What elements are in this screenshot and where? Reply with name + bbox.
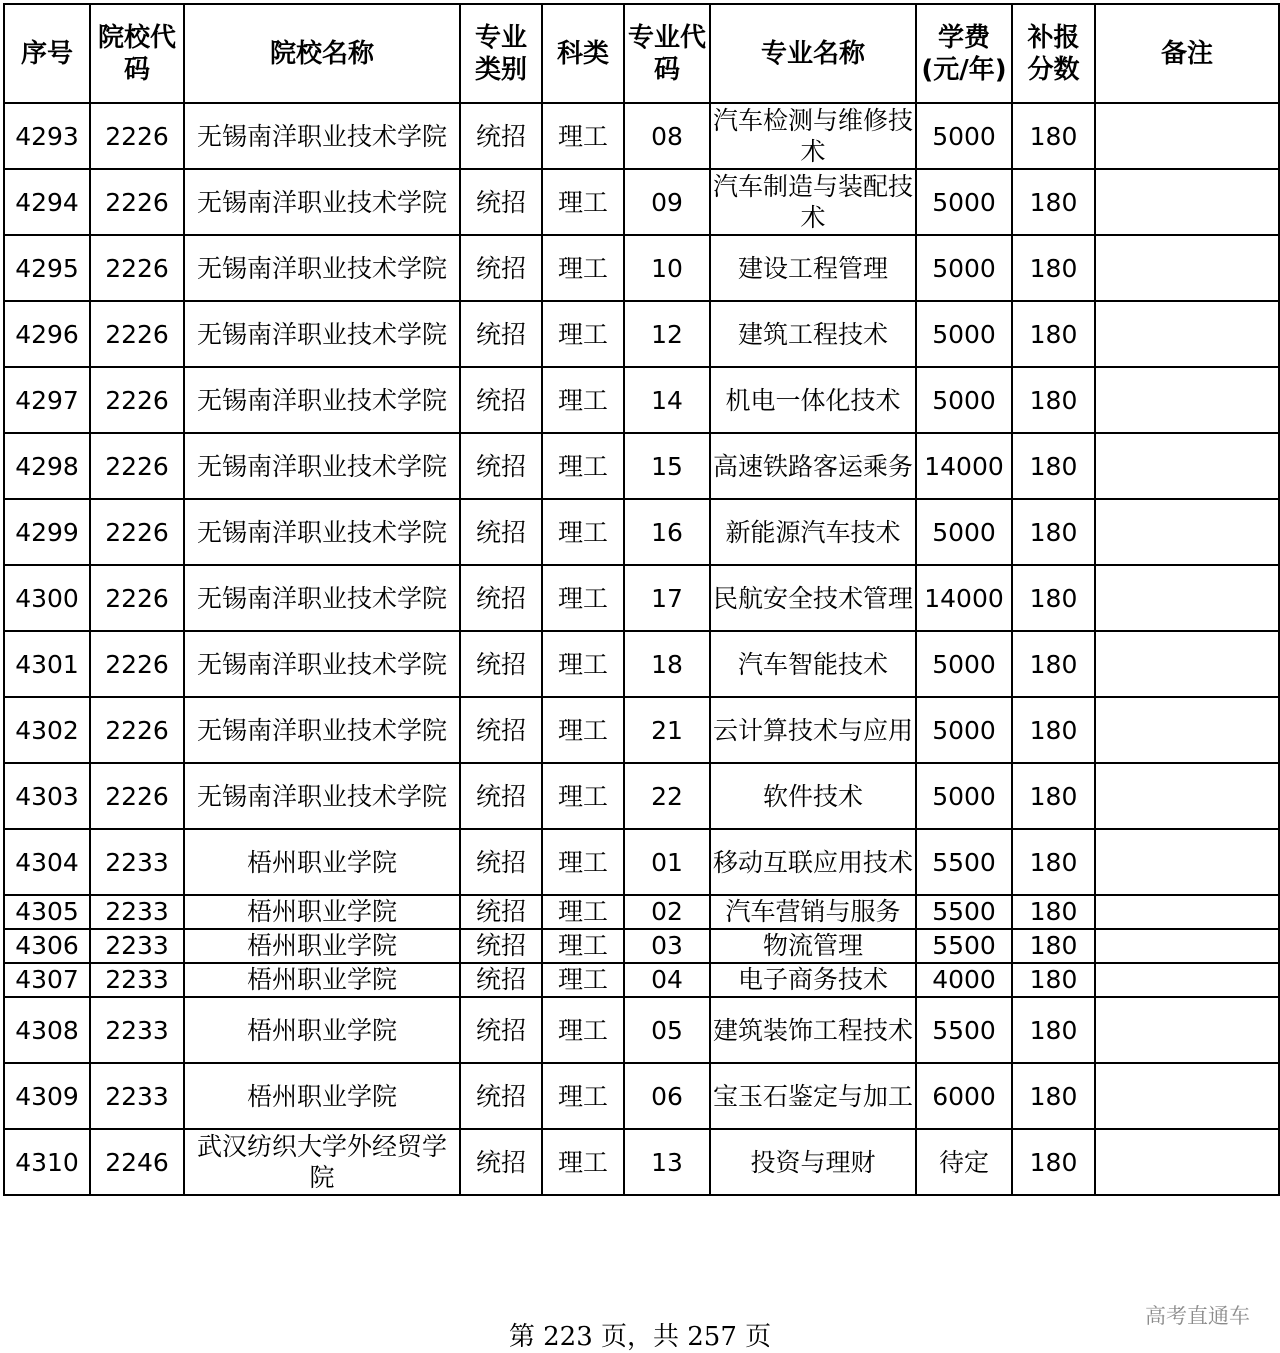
- cell-seq: 4294: [4, 169, 90, 235]
- cell-school-code: 2233: [90, 997, 184, 1063]
- cell-note: [1095, 631, 1279, 697]
- watermark: 高考直通车: [1145, 1304, 1250, 1328]
- cell-category: 统招: [460, 499, 542, 565]
- cell-score: 180: [1012, 1129, 1095, 1195]
- cell-major-name: 建设工程管理: [710, 235, 916, 301]
- cell-major-code: 06: [624, 1063, 710, 1129]
- cell-school-name: 无锡南洋职业技术学院: [184, 499, 460, 565]
- cell-major-name: 机电一体化技术: [710, 367, 916, 433]
- table-row: [4, 499, 1279, 565]
- cell-tuition: 5500: [916, 895, 1012, 929]
- cell-subject: 理工: [542, 499, 624, 565]
- table-header: [4, 4, 1279, 103]
- cell-tuition: 14000: [916, 433, 1012, 499]
- cell-category: 统招: [460, 169, 542, 235]
- cell-seq: 4293: [4, 103, 90, 169]
- table-row: [4, 1129, 1279, 1195]
- table-row: [4, 631, 1279, 697]
- cell-major-code: 17: [624, 565, 710, 631]
- cell-seq: 4295: [4, 235, 90, 301]
- cell-major-code: 15: [624, 433, 710, 499]
- cell-major-code: 18: [624, 631, 710, 697]
- cell-major-name: 汽车智能技术: [710, 631, 916, 697]
- cell-score: 180: [1012, 169, 1095, 235]
- cell-major-name: 新能源汽车技术: [710, 499, 916, 565]
- cell-category: 统招: [460, 433, 542, 499]
- cell-subject: 理工: [542, 895, 624, 929]
- cell-score: 180: [1012, 499, 1095, 565]
- cell-tuition: 5500: [916, 997, 1012, 1063]
- cell-score: 180: [1012, 763, 1095, 829]
- cell-category: 统招: [460, 235, 542, 301]
- cell-tuition: 4000: [916, 963, 1012, 997]
- cell-school-code: 2226: [90, 499, 184, 565]
- cell-school-name: 梧州职业学院: [184, 895, 460, 929]
- cell-school-name: 无锡南洋职业技术学院: [184, 235, 460, 301]
- cell-seq: 4309: [4, 1063, 90, 1129]
- cell-score: 180: [1012, 301, 1095, 367]
- cell-seq: 4306: [4, 929, 90, 963]
- cell-major-code: 22: [624, 763, 710, 829]
- cell-major-code: 04: [624, 963, 710, 997]
- table-row: [4, 697, 1279, 763]
- cell-subject: 理工: [542, 963, 624, 997]
- cell-major-name: 云计算技术与应用: [710, 697, 916, 763]
- cell-score: 180: [1012, 565, 1095, 631]
- cell-school-code: 2233: [90, 829, 184, 895]
- cell-tuition: 5000: [916, 631, 1012, 697]
- cell-score: 180: [1012, 433, 1095, 499]
- cell-tuition: 5000: [916, 697, 1012, 763]
- cell-school-name: 无锡南洋职业技术学院: [184, 301, 460, 367]
- cell-score: 180: [1012, 367, 1095, 433]
- header-subject: 科类: [542, 4, 624, 103]
- cell-major-name: 投资与理财: [710, 1129, 916, 1195]
- cell-category: 统招: [460, 1063, 542, 1129]
- cell-subject: 理工: [542, 829, 624, 895]
- cell-note: [1095, 763, 1279, 829]
- cell-school-code: 2226: [90, 301, 184, 367]
- cell-school-name: 梧州职业学院: [184, 997, 460, 1063]
- cell-subject: 理工: [542, 433, 624, 499]
- cell-subject: 理工: [542, 367, 624, 433]
- admissions-table: [3, 3, 1280, 1196]
- cell-school-code: 2226: [90, 367, 184, 433]
- cell-score: 180: [1012, 631, 1095, 697]
- cell-score: 180: [1012, 895, 1095, 929]
- cell-subject: 理工: [542, 1129, 624, 1195]
- cell-school-code: 2233: [90, 929, 184, 963]
- cell-note: [1095, 499, 1279, 565]
- cell-note: [1095, 895, 1279, 929]
- cell-tuition: 5000: [916, 367, 1012, 433]
- cell-tuition: 5000: [916, 301, 1012, 367]
- cell-category: 统招: [460, 963, 542, 997]
- cell-seq: 4308: [4, 997, 90, 1063]
- cell-tuition: 5000: [916, 499, 1012, 565]
- cell-major-name: 汽车检测与维修技术: [710, 103, 916, 169]
- cell-school-name: 无锡南洋职业技术学院: [184, 565, 460, 631]
- cell-major-name: 电子商务技术: [710, 963, 916, 997]
- cell-score: 180: [1012, 963, 1095, 997]
- cell-school-name: 武汉纺织大学外经贸学院: [184, 1129, 460, 1195]
- cell-category: 统招: [460, 301, 542, 367]
- table-row: [4, 763, 1279, 829]
- cell-seq: 4304: [4, 829, 90, 895]
- cell-note: [1095, 697, 1279, 763]
- cell-major-code: 03: [624, 929, 710, 963]
- cell-note: [1095, 367, 1279, 433]
- cell-school-name: 无锡南洋职业技术学院: [184, 631, 460, 697]
- cell-subject: 理工: [542, 697, 624, 763]
- cell-school-name: 无锡南洋职业技术学院: [184, 169, 460, 235]
- cell-major-code: 09: [624, 169, 710, 235]
- cell-seq: 4299: [4, 499, 90, 565]
- cell-score: 180: [1012, 997, 1095, 1063]
- cell-subject: 理工: [542, 631, 624, 697]
- cell-major-name: 移动互联应用技术: [710, 829, 916, 895]
- cell-school-name: 无锡南洋职业技术学院: [184, 763, 460, 829]
- cell-tuition: 6000: [916, 1063, 1012, 1129]
- cell-tuition: 5000: [916, 103, 1012, 169]
- cell-school-name: 无锡南洋职业技术学院: [184, 367, 460, 433]
- header-school-code: 院校代码: [90, 4, 184, 103]
- cell-note: [1095, 997, 1279, 1063]
- cell-seq: 4302: [4, 697, 90, 763]
- cell-major-name: 宝玉石鉴定与加工: [710, 1063, 916, 1129]
- cell-category: 统招: [460, 631, 542, 697]
- table-row: [4, 829, 1279, 895]
- cell-note: [1095, 433, 1279, 499]
- cell-tuition: 待定: [916, 1129, 1012, 1195]
- header-school-name: 院校名称: [184, 4, 460, 103]
- cell-score: 180: [1012, 103, 1095, 169]
- header-seq: 序号: [4, 4, 90, 103]
- cell-school-name: 梧州职业学院: [184, 829, 460, 895]
- cell-seq: 4303: [4, 763, 90, 829]
- cell-major-name: 民航安全技术管理: [710, 565, 916, 631]
- cell-category: 统招: [460, 997, 542, 1063]
- header-major-name: 专业名称: [710, 4, 916, 103]
- cell-score: 180: [1012, 929, 1095, 963]
- cell-school-code: 2233: [90, 1063, 184, 1129]
- cell-school-code: 2233: [90, 895, 184, 929]
- cell-subject: 理工: [542, 169, 624, 235]
- cell-major-name: 建筑装饰工程技术: [710, 997, 916, 1063]
- cell-school-code: 2226: [90, 433, 184, 499]
- cell-major-name: 物流管理: [710, 929, 916, 963]
- table-row: [4, 1063, 1279, 1129]
- cell-tuition: 5500: [916, 929, 1012, 963]
- admissions-table-container: [3, 3, 1278, 1196]
- cell-school-code: 2226: [90, 697, 184, 763]
- cell-seq: 4296: [4, 301, 90, 367]
- cell-school-code: 2226: [90, 763, 184, 829]
- cell-subject: 理工: [542, 565, 624, 631]
- cell-school-code: 2233: [90, 963, 184, 997]
- header-note: 备注: [1095, 4, 1279, 103]
- cell-school-name: 梧州职业学院: [184, 963, 460, 997]
- cell-major-code: 21: [624, 697, 710, 763]
- cell-note: [1095, 565, 1279, 631]
- table-row: [4, 929, 1279, 963]
- cell-subject: 理工: [542, 235, 624, 301]
- header-tuition: 学费(元/年): [916, 4, 1012, 103]
- cell-subject: 理工: [542, 103, 624, 169]
- cell-major-code: 01: [624, 829, 710, 895]
- table-row: [4, 565, 1279, 631]
- cell-seq: 4300: [4, 565, 90, 631]
- cell-school-name: 梧州职业学院: [184, 929, 460, 963]
- cell-school-name: 无锡南洋职业技术学院: [184, 433, 460, 499]
- cell-major-code: 02: [624, 895, 710, 929]
- cell-school-code: 2226: [90, 235, 184, 301]
- cell-major-code: 12: [624, 301, 710, 367]
- cell-school-code: 2246: [90, 1129, 184, 1195]
- cell-score: 180: [1012, 235, 1095, 301]
- cell-note: [1095, 929, 1279, 963]
- cell-subject: 理工: [542, 763, 624, 829]
- cell-note: [1095, 301, 1279, 367]
- page-footer: 第 223 页，共 257 页: [508, 1322, 772, 1352]
- cell-category: 统招: [460, 763, 542, 829]
- cell-tuition: 5500: [916, 829, 1012, 895]
- header-score: 补报分数: [1012, 4, 1095, 103]
- cell-major-code: 05: [624, 997, 710, 1063]
- cell-tuition: 14000: [916, 565, 1012, 631]
- cell-school-name: 无锡南洋职业技术学院: [184, 697, 460, 763]
- cell-note: [1095, 169, 1279, 235]
- header-category: 专业类别: [460, 4, 542, 103]
- cell-school-name: 梧州职业学院: [184, 1063, 460, 1129]
- cell-major-name: 高速铁路客运乘务: [710, 433, 916, 499]
- cell-seq: 4301: [4, 631, 90, 697]
- cell-school-code: 2226: [90, 103, 184, 169]
- cell-major-name: 软件技术: [710, 763, 916, 829]
- table-row: [4, 169, 1279, 235]
- cell-seq: 4297: [4, 367, 90, 433]
- cell-tuition: 5000: [916, 235, 1012, 301]
- cell-subject: 理工: [542, 929, 624, 963]
- cell-category: 统招: [460, 929, 542, 963]
- table-row: [4, 963, 1279, 997]
- table-row: [4, 997, 1279, 1063]
- cell-note: [1095, 963, 1279, 997]
- cell-major-code: 08: [624, 103, 710, 169]
- cell-note: [1095, 1129, 1279, 1195]
- cell-seq: 4307: [4, 963, 90, 997]
- cell-major-code: 13: [624, 1129, 710, 1195]
- header-row: [4, 4, 1279, 103]
- cell-subject: 理工: [542, 1063, 624, 1129]
- cell-score: 180: [1012, 697, 1095, 763]
- cell-category: 统招: [460, 697, 542, 763]
- cell-tuition: 5000: [916, 169, 1012, 235]
- cell-category: 统招: [460, 565, 542, 631]
- cell-subject: 理工: [542, 301, 624, 367]
- cell-tuition: 5000: [916, 763, 1012, 829]
- cell-school-name: 无锡南洋职业技术学院: [184, 103, 460, 169]
- cell-score: 180: [1012, 1063, 1095, 1129]
- cell-category: 统招: [460, 367, 542, 433]
- cell-category: 统招: [460, 829, 542, 895]
- cell-category: 统招: [460, 103, 542, 169]
- table-row: [4, 895, 1279, 929]
- table-body: [4, 103, 1279, 1195]
- cell-major-code: 14: [624, 367, 710, 433]
- cell-note: [1095, 103, 1279, 169]
- cell-note: [1095, 1063, 1279, 1129]
- cell-category: 统招: [460, 895, 542, 929]
- cell-score: 180: [1012, 829, 1095, 895]
- cell-school-code: 2226: [90, 631, 184, 697]
- cell-major-name: 建筑工程技术: [710, 301, 916, 367]
- cell-major-name: 汽车制造与装配技术: [710, 169, 916, 235]
- cell-note: [1095, 829, 1279, 895]
- table-row: [4, 103, 1279, 169]
- table-row: [4, 301, 1279, 367]
- cell-school-code: 2226: [90, 565, 184, 631]
- cell-school-code: 2226: [90, 169, 184, 235]
- cell-category: 统招: [460, 1129, 542, 1195]
- cell-seq: 4310: [4, 1129, 90, 1195]
- cell-major-code: 16: [624, 499, 710, 565]
- table-row: [4, 433, 1279, 499]
- cell-note: [1095, 235, 1279, 301]
- table-row: [4, 235, 1279, 301]
- cell-seq: 4305: [4, 895, 90, 929]
- table-row: [4, 367, 1279, 433]
- header-major-code: 专业代码: [624, 4, 710, 103]
- cell-subject: 理工: [542, 997, 624, 1063]
- cell-seq: 4298: [4, 433, 90, 499]
- cell-major-code: 10: [624, 235, 710, 301]
- cell-major-name: 汽车营销与服务: [710, 895, 916, 929]
